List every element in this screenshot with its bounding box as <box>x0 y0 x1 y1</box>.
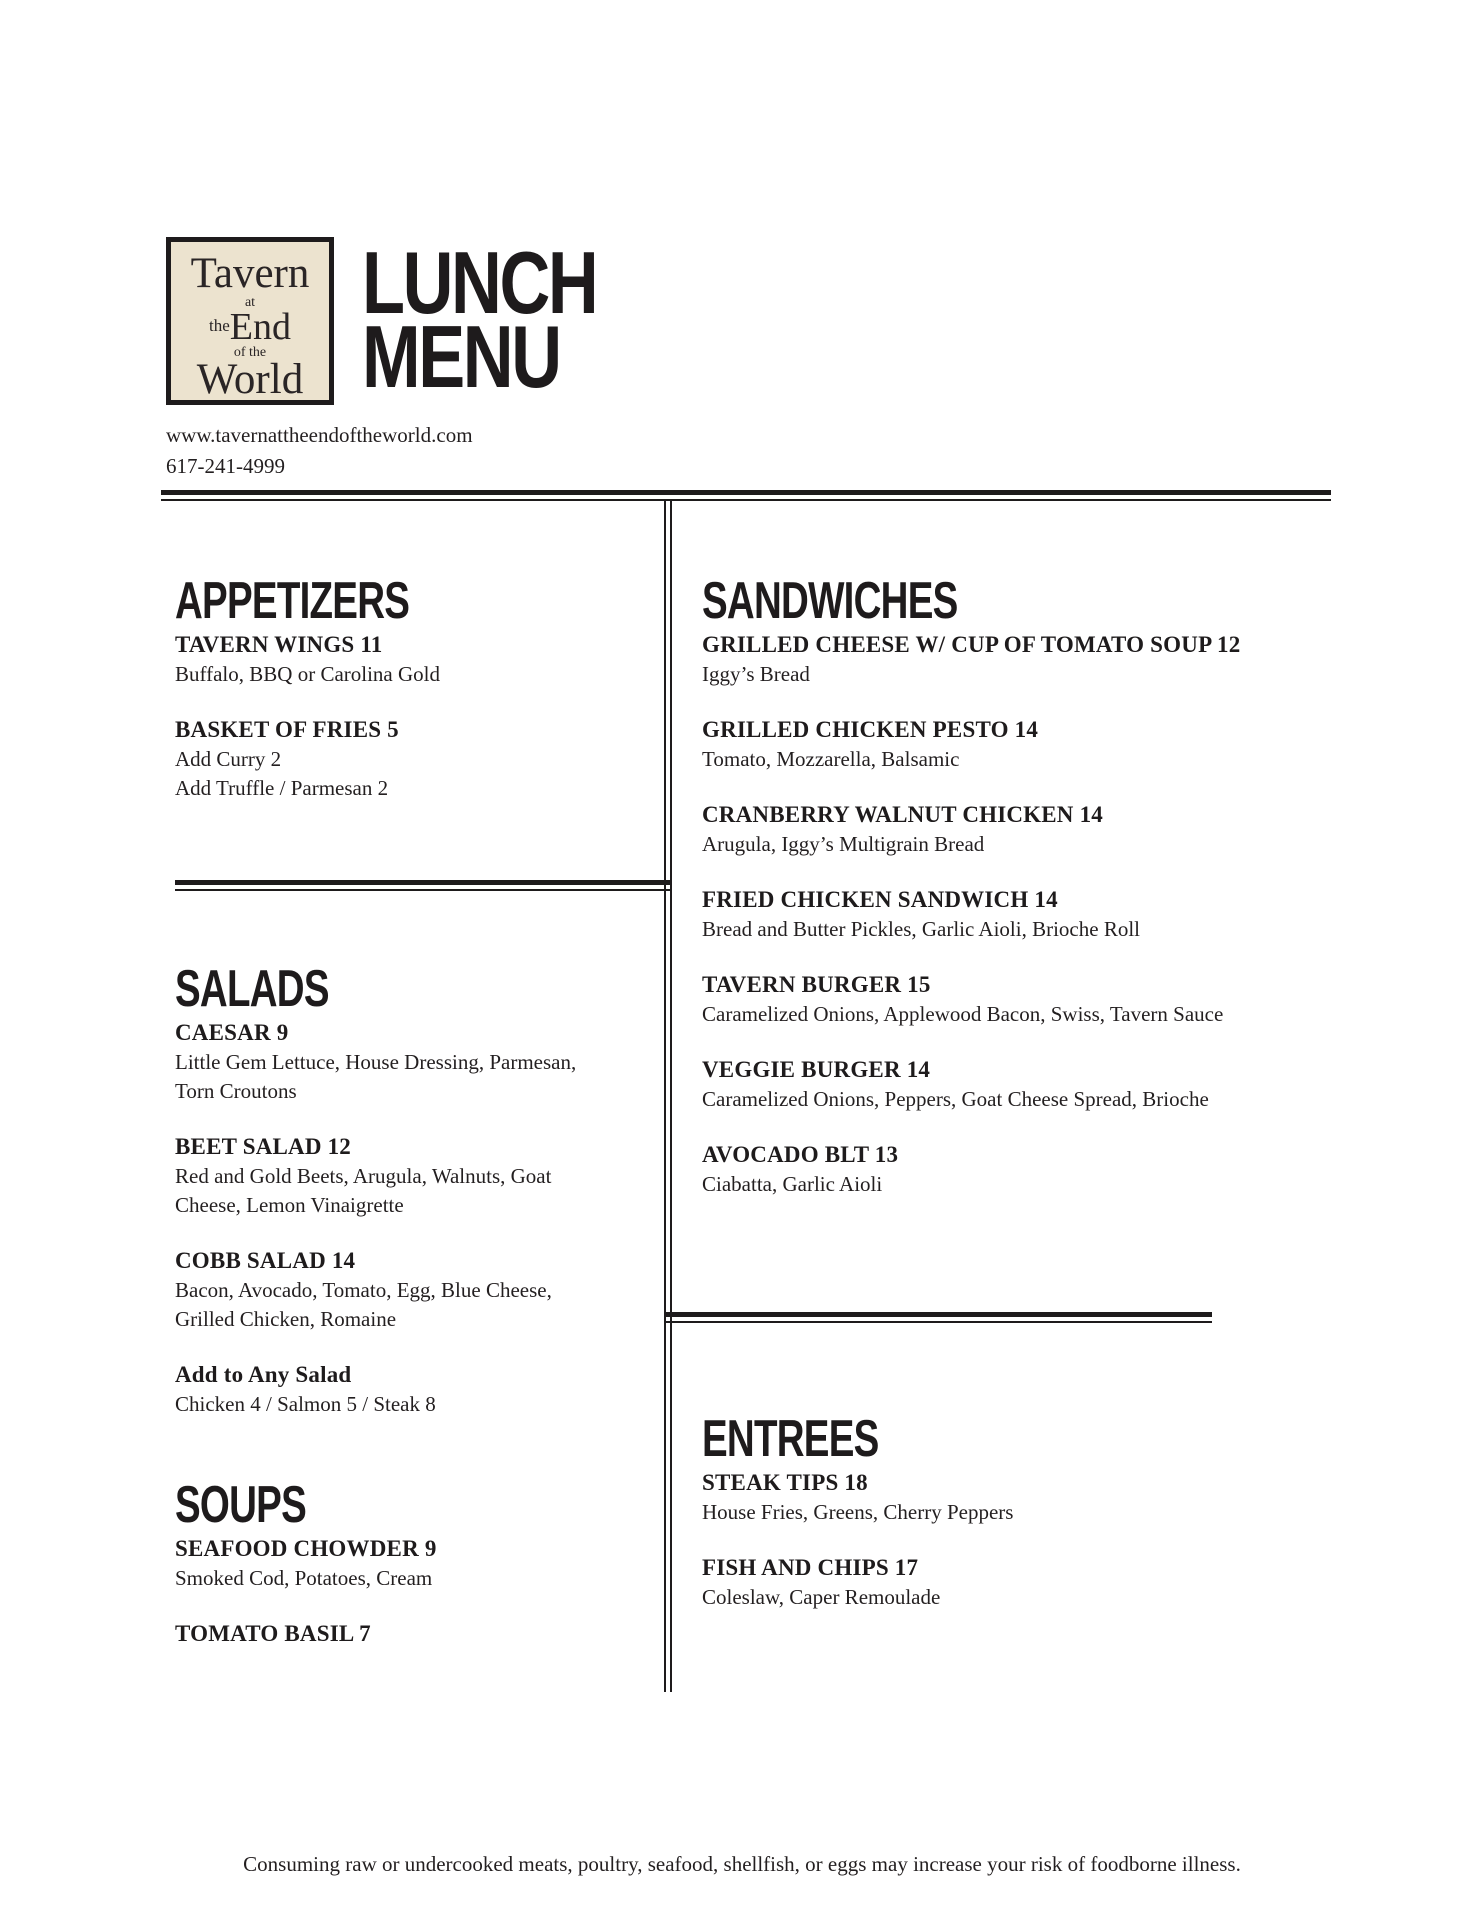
item-name: TAVERN WINGS 11 <box>175 632 383 657</box>
menu-item <box>702 970 1342 1029</box>
item-description: Arugula, Iggy’s Multigrain Bread <box>702 832 985 856</box>
item-description: Torn Croutons <box>175 1079 297 1103</box>
item-description: Red and Gold Beets, Arugula, Walnuts, Goat <box>175 1164 552 1188</box>
contact-info <box>166 420 473 482</box>
sandwiches-heading: SANDWICHES <box>702 572 958 630</box>
item-name: FRIED CHICKEN SANDWICH 14 <box>702 887 1058 912</box>
item-description: Cheese, Lemon Vinaigrette <box>175 1193 404 1217</box>
item-name: FISH AND CHIPS 17 <box>702 1555 919 1580</box>
menu-item <box>175 1132 675 1220</box>
item-description: Add Truffle / Parmesan 2 <box>175 776 389 800</box>
logo-line-world: World <box>196 356 304 403</box>
item-name: CRANBERRY WALNUT CHICKEN 14 <box>702 802 1103 827</box>
menu-item <box>702 885 1342 944</box>
item-description: Iggy’s Bread <box>702 662 810 686</box>
menu-title-line-2: MENU <box>362 307 560 406</box>
menu-title <box>362 233 597 406</box>
item-description: Ciabatta, Garlic Aioli <box>702 1172 883 1196</box>
foodborne-illness-notice: Consuming raw or undercooked meats, poultry, seafood, shellfish, or eggs may increase your risk of foodborne illness. <box>243 1852 1241 1876</box>
item-description: Add Curry 2 <box>175 747 282 771</box>
item-name: COBB SALAD 14 <box>175 1248 356 1273</box>
logo-line-the-end: $^{the}$End <box>209 306 291 348</box>
item-name: TOMATO BASIL 7 <box>175 1621 371 1646</box>
item-description: Little Gem Lettuce, House Dressing, Parmesan, <box>175 1050 577 1074</box>
phone-number: 617-241-4999 <box>166 454 285 478</box>
item-name: BEET SALAD 12 <box>175 1134 352 1159</box>
header-divider-thick <box>161 490 1331 495</box>
appetizers-heading: APPETIZERS <box>175 572 410 630</box>
menu-item <box>702 1553 1342 1612</box>
website-link[interactable]: www.tavernattheendoftheworld.com <box>166 423 473 447</box>
item-description: Grilled Chicken, Romaine <box>175 1307 397 1331</box>
item-description: Smoked Cod, Potatoes, Cream <box>175 1566 433 1590</box>
salads-heading: SALADS <box>175 960 329 1018</box>
header-divider-thin <box>161 499 1331 501</box>
menu-item <box>175 1360 675 1419</box>
item-name: VEGGIE BURGER 14 <box>702 1057 931 1082</box>
item-name: Add to Any Salad <box>175 1362 352 1387</box>
soups-heading: SOUPS <box>175 1476 307 1534</box>
item-description: Coleslaw, Caper Remoulade <box>702 1585 941 1609</box>
menu-item <box>175 1534 675 1593</box>
item-description: House Fries, Greens, Cherry Peppers <box>702 1500 1014 1524</box>
menu-item <box>702 1140 1342 1199</box>
menu-item <box>702 800 1342 859</box>
item-name: SEAFOOD CHOWDER 9 <box>175 1536 437 1561</box>
item-name: GRILLED CHEESE W/ CUP OF TOMATO SOUP 12 <box>702 632 1241 657</box>
menu-item <box>702 630 1342 689</box>
item-description: Chicken 4 / Salmon 5 / Steak 8 <box>175 1392 436 1416</box>
tavern-logo <box>166 237 334 405</box>
menu-title-line-1: LUNCH <box>362 233 597 332</box>
sandwiches-section <box>702 574 1342 1225</box>
item-description: Bacon, Avocado, Tomato, Egg, Blue Cheese, <box>175 1278 552 1302</box>
menu-item <box>702 1055 1342 1114</box>
sandwiches-divider-thin <box>664 1321 1212 1323</box>
item-name: GRILLED CHICKEN PESTO 14 <box>702 717 1039 742</box>
item-description: Caramelized Onions, Peppers, Goat Cheese Spread, Brioche <box>702 1087 1209 1111</box>
menu-item <box>175 715 675 803</box>
item-description: Caramelized Onions, Applewood Bacon, Swiss, Tavern Sauce <box>702 1002 1224 1026</box>
appetizers-divider-thick <box>175 880 672 885</box>
entrees-heading: ENTREES <box>702 1410 879 1468</box>
item-name: CAESAR 9 <box>175 1020 289 1045</box>
menu-item <box>175 1018 675 1106</box>
appetizers-section <box>175 574 675 829</box>
item-name: AVOCADO BLT 13 <box>702 1142 899 1167</box>
item-name: BASKET OF FRIES 5 <box>175 717 399 742</box>
logo-line-tavern: Tavern <box>190 250 310 297</box>
menu-item <box>175 630 675 689</box>
logo-line-at: at <box>244 295 256 310</box>
salads-section <box>175 962 675 1445</box>
menu-item <box>702 1468 1342 1527</box>
soups-section <box>175 1478 675 1675</box>
logo-line-of-the: of the <box>233 345 267 360</box>
menu-item <box>702 715 1342 774</box>
sandwiches-divider-thick <box>664 1312 1212 1317</box>
item-description: Bread and Butter Pickles, Garlic Aioli, Brioche Roll <box>702 917 1140 941</box>
item-description: Tomato, Mozzarella, Balsamic <box>702 747 960 771</box>
item-name: TAVERN BURGER 15 <box>702 972 931 997</box>
entrees-section <box>702 1412 1342 1638</box>
menu-item <box>175 1246 675 1334</box>
appetizers-divider-thin <box>175 889 672 891</box>
menu-item <box>175 1619 675 1649</box>
item-description: Buffalo, BBQ or Carolina Gold <box>175 662 441 686</box>
item-name: STEAK TIPS 18 <box>702 1470 868 1495</box>
